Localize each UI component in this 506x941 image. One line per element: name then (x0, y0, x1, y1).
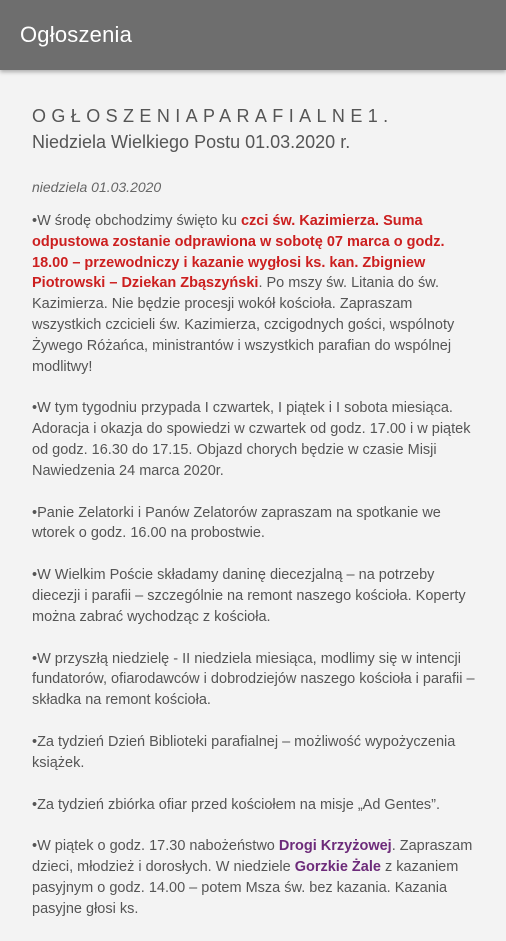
app-bar (0, 0, 506, 70)
app-bar-title: Ogłoszenia (20, 22, 133, 47)
bullet-icon: • (32, 796, 38, 813)
list-item: •W Wielkim Poście składamy daninę diecezjalną – na potrzeby diecezji i parafii – szczególnie na remont naszego kościoła. Koperty można zabrać wychodząc z kościoła. (32, 567, 466, 625)
highlighted-link[interactable]: Gorzkie Żale (294, 859, 381, 876)
list-item: •Za tydzień Dzień Biblioteki parafialnej – możliwość wypożyczenia książek. (32, 733, 456, 771)
announcement-list (32, 211, 484, 920)
list-item: •W tym tygodniu przypada I czwartek, I piątek i I sobota miesiąca. Adoracja i okazja do spowiedzi w czwartek od godz. 17.00 i w piątek od godz. 16.30 do 17.15. Objazd chorych będzie w czasie Misji Nawiedzenia 24 marca 2020r. (32, 400, 471, 479)
bullet-icon: • (32, 567, 38, 584)
bullet-icon: • (32, 733, 38, 750)
list-item: •Panie Zelatorki i Panów Zelatorów zapraszam na spotkanie we wtorek o godz. 16.00 na probostwie. (32, 504, 441, 542)
announcement-content (32, 103, 484, 941)
list-item: •Za tydzień zbiórka ofiar przed kościołem na misje „Ad Gentes”. (32, 796, 441, 813)
announcement-date: niedziela 01.03.2020 (32, 179, 162, 195)
list-item: •W środę obchodzimy święto ku czci św. Kazimierza. Suma odpustowa zostanie odprawiona w sobotę 07 marca o godz. 18.00 – przewodniczy i kazanie wygłosi ks. kan. Zbigniew Piotrowski – Dziekan Zbąszyński. Po mszy św. Litania do św. Kazimierza. Nie będzie procesji wokół kościoła. Zapraszam wszystkich czcicieli św. Kazimierza, czcigodnych gości, wspólnoty Żywego Różańca, ministrantów i wszystkich parafian do wspólnej modlitwy! (32, 213, 455, 375)
bullet-icon: • (32, 504, 38, 521)
announcement-heading-line1: OGŁOSZENIAPARAFIALNE1. (32, 106, 394, 126)
list-item: •W piątek o godz. 17.30 nabożeństwo Drogi Krzyżowej. Zapraszam dzieci, młodzież i dorosłych. W niedziele Gorzkie Żale z kazaniem pasyjnym o godz. 14.00 – potem Msza św. bez kazania. Kazania pasyjne głosi ks. (32, 838, 473, 917)
highlighted-text: czci św. Kazimierza. Suma odpustowa zostanie odprawiona w sobotę 07 marca o godz. 18.00 – przewodniczy i kazanie wygłosi ks. kan. Zbigniew Piotrowski – Dziekan Zbąszyński (32, 213, 445, 292)
list-item: •W przyszłą niedzielę - II niedziela miesiąca, modlimy się w intencji fundatorów, ofiarodawców i dobrodziejów naszego kościoła i parafii – składka na remont kościoła. (32, 650, 475, 709)
bullet-icon: • (32, 838, 38, 855)
bullet-icon: • (32, 650, 38, 667)
announcement-heading-line2: Niedziela Wielkiego Postu 01.03.2020 r. (32, 132, 351, 152)
highlighted-link[interactable]: Drogi Krzyżowej (278, 838, 392, 855)
bullet-icon: • (32, 400, 38, 417)
bullet-icon: • (32, 213, 38, 229)
